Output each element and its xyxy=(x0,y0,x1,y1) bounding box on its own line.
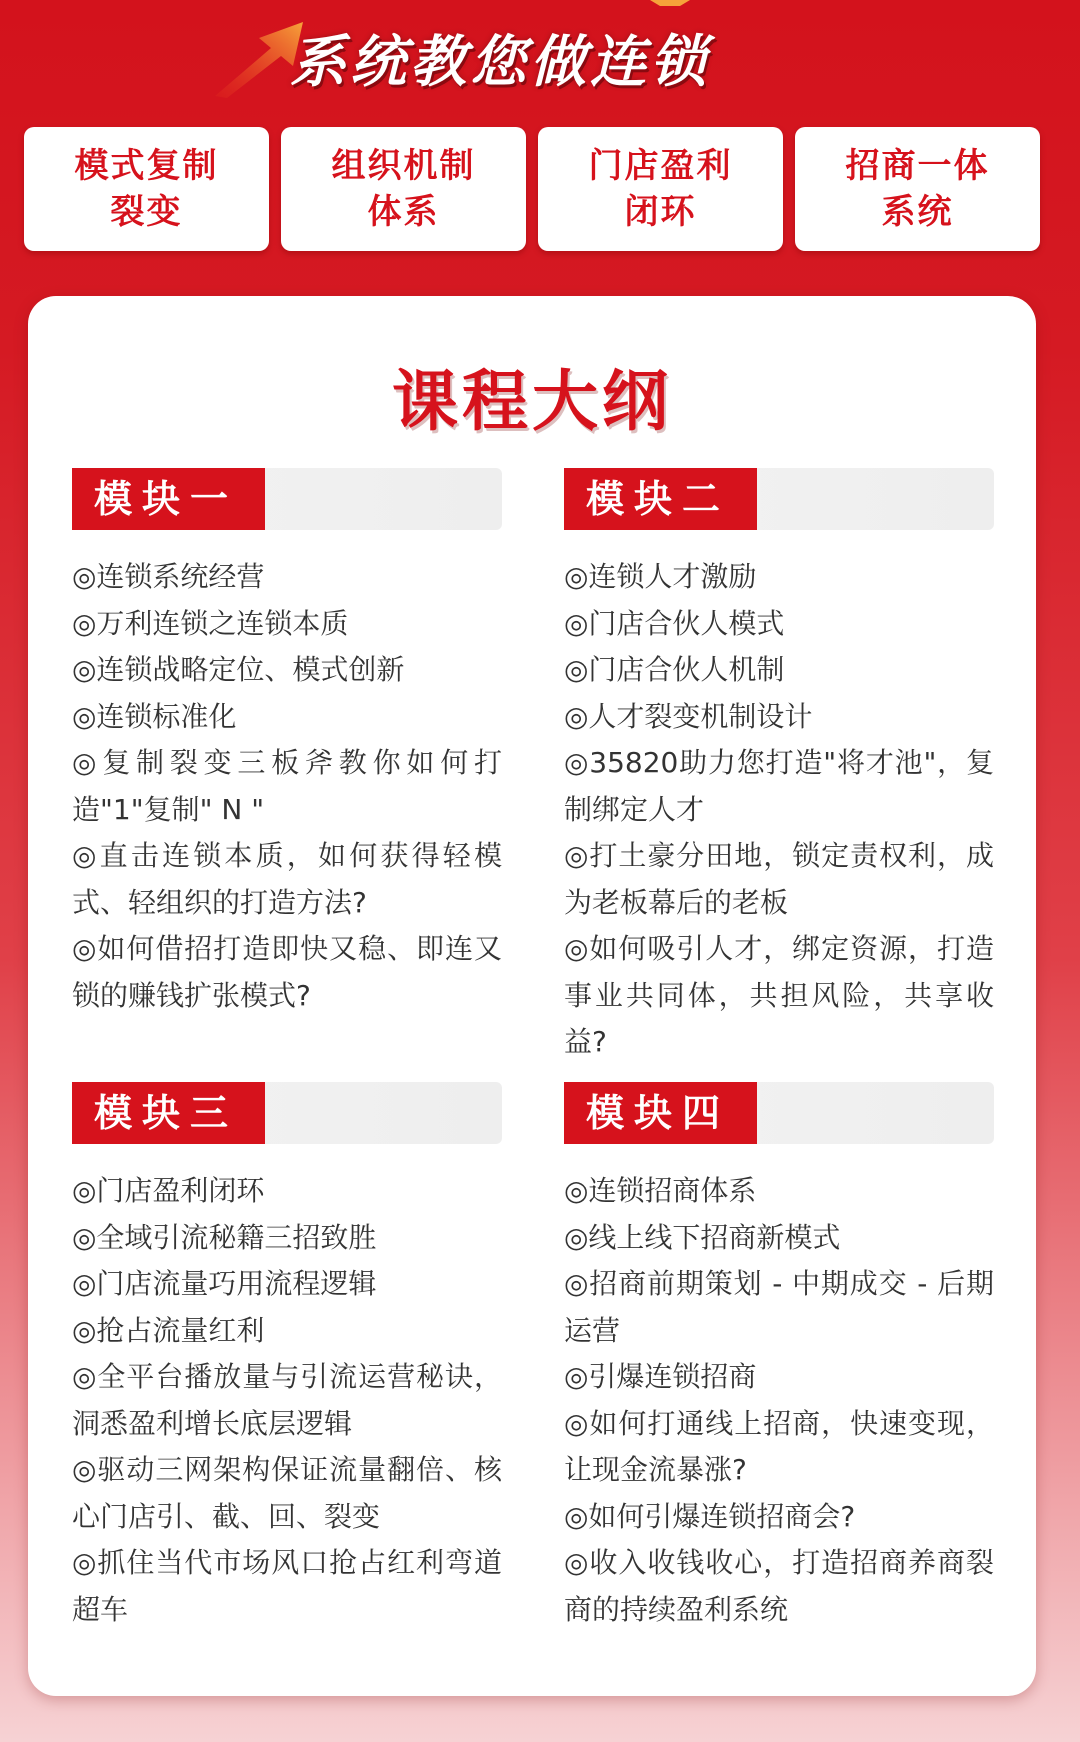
feature-cards xyxy=(24,127,1040,251)
outline-title: 课程大纲 xyxy=(392,363,672,440)
list-item: ◎全域引流秘籍三招致胜 xyxy=(72,1220,377,1254)
module-2 xyxy=(564,468,994,1066)
list-item: ◎招商前期策划 - 中期成交 - 后期运营 xyxy=(564,1267,994,1347)
list-item: ◎门店流量巧用流程逻辑 xyxy=(72,1267,377,1300)
list-item: ◎线上线下招商新模式 xyxy=(564,1220,841,1254)
module-header xyxy=(564,468,994,530)
list-item: ◎抢占流量红利 xyxy=(72,1313,265,1347)
module-header xyxy=(72,1082,502,1144)
module-tag: 模块四 xyxy=(564,1082,757,1144)
feature-card-store-profit xyxy=(538,127,783,251)
list-item: ◎35820助力您打造"将才池"，复制绑定人才 xyxy=(564,746,994,826)
list-item: ◎连锁战略定位、模式创新 xyxy=(72,653,405,686)
module-list xyxy=(72,1168,502,1633)
feature-label: 组织机制 体系 xyxy=(331,146,476,232)
list-item: ◎如何吸引人才，绑定资源，打造事业共同体，共担风险，共享收益? xyxy=(564,932,994,1058)
feature-label: 招商一体 系统 xyxy=(845,146,990,232)
module-3 xyxy=(72,1082,502,1633)
list-item: ◎收入收钱收心，打造招商养商裂商的持续盈利系统 xyxy=(564,1546,994,1626)
module-1 xyxy=(72,468,502,1019)
feature-label: 门店盈利 闭环 xyxy=(588,146,733,232)
list-item: ◎连锁标准化 xyxy=(72,699,237,733)
module-header xyxy=(564,1082,994,1144)
list-item: ◎驱动三网架构保证流量翻倍、核心门店引、截、回、裂变 xyxy=(72,1453,502,1533)
headline: 系统教您做连锁 xyxy=(290,30,710,95)
header xyxy=(0,0,1080,120)
module-list xyxy=(564,554,994,1066)
list-item: ◎万利连锁之连锁本质 xyxy=(72,606,349,640)
list-item: ◎连锁人才激励 xyxy=(564,560,757,593)
course-outline-panel xyxy=(28,296,1036,1696)
feature-card-model-replication xyxy=(24,127,269,251)
list-item: ◎门店合伙人模式 xyxy=(564,606,785,640)
list-item: ◎如何打通线上招商，快速变现，让现金流暴涨? xyxy=(564,1406,994,1486)
module-header xyxy=(72,468,502,530)
list-item: ◎门店盈利闭环 xyxy=(72,1174,265,1207)
list-item: ◎全平台播放量与引流运营秘诀，洞悉盈利增长底层逻辑 xyxy=(72,1360,502,1440)
module-tag: 模块二 xyxy=(564,468,757,530)
feature-card-franchise xyxy=(795,127,1040,251)
feature-card-organization xyxy=(281,127,526,251)
list-item: ◎直击连锁本质，如何获得轻模式、轻组织的打造方法? xyxy=(72,839,502,919)
list-item: ◎复制裂变三板斧教你如何打造"1"复制" N " xyxy=(72,746,502,826)
module-list xyxy=(564,1168,994,1633)
list-item: ◎人才裂变机制设计 xyxy=(564,699,813,733)
list-item: ◎如何借招打造即快又稳、即连又锁的赚钱扩张模式? xyxy=(72,932,502,1012)
list-item: ◎抓住当代市场风口抢占红利弯道超车 xyxy=(72,1546,502,1626)
list-item: ◎如何引爆连锁招商会? xyxy=(564,1499,856,1533)
arrow-tip-decoration xyxy=(650,0,690,6)
list-item: ◎门店合伙人机制 xyxy=(564,653,785,686)
module-list xyxy=(72,554,502,1019)
module-tag: 模块一 xyxy=(72,468,265,530)
list-item: ◎连锁招商体系 xyxy=(564,1174,757,1207)
list-item: ◎引爆连锁招商 xyxy=(564,1360,757,1393)
list-item: ◎连锁系统经营 xyxy=(72,560,265,593)
module-tag: 模块三 xyxy=(72,1082,265,1144)
module-4 xyxy=(564,1082,994,1633)
feature-label: 模式复制 裂变 xyxy=(74,146,219,232)
list-item: ◎打土豪分田地，锁定责权利，成为老板幕后的老板 xyxy=(564,839,994,919)
